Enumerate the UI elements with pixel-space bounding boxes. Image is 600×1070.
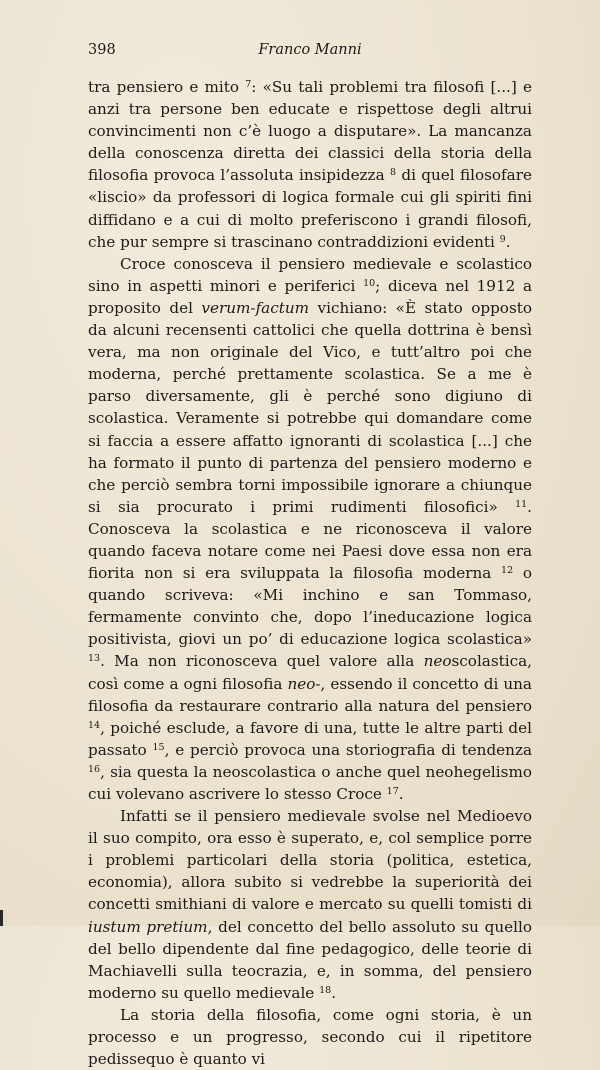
text-run: scolastica, così come a ogni filosofia bbox=[88, 652, 532, 693]
italic-term: neo bbox=[423, 652, 452, 671]
footnote-marker: 7 bbox=[245, 79, 252, 90]
text-run: , sia questa la neoscolastica o anche quel neohegelismo cui volevano ascrivere lo stesso Croce bbox=[88, 762, 532, 803]
italic-term: iustum pretium bbox=[88, 917, 208, 936]
text-run: : «Su tali problemi tra filosofi [...] e anzi tra persone ben educate e rispettose degli altrui convincimenti non c’è luogo a disputare». La mancanza della conoscenza diretta dei classici della storia della filosofia provoca l’assoluta insipidezza bbox=[88, 78, 532, 185]
footnote-marker: 13 bbox=[88, 653, 101, 665]
text-run: . bbox=[398, 785, 404, 803]
text-run: . Ma non riconosceva quel valore alla bbox=[100, 652, 424, 671]
paragraph bbox=[88, 805, 532, 1004]
text-run: vichiano: «È stato opposto da alcuni recensenti cattolici che quella dottrina è bensì vera, ma non originale del Vico, e tutt’altro poi che moderna, perché prettamente scolastica. Se a me è parso diversamente, gli è perché sono digiuno di scolastica. Veramente si potrebbe qui domandare come si faccia a essere affatto ignoranti di scolastica [...] che ha formato il punto di partenza del pensiero moderno e che perciò sembra torni impossibile ignorare a chiunque si sia procurato i primi rudimenti filosofici» bbox=[88, 298, 532, 516]
text-run: . bbox=[505, 232, 511, 251]
text-run: o quando scriveva: «Mi inchino e san Tommaso, fermamente convinto che, dopo l’ineducazione logica positivista, giovi un po’ di educazione logica scolastica» bbox=[88, 564, 532, 649]
running-title: Franco Manni bbox=[258, 42, 362, 58]
text-run: , poiché esclude, a favore di una, tutte le altre parti del passato bbox=[88, 718, 532, 759]
text-run: Infatti se il pensiero medievale svolse nel Medioevo il suo compito, ora esso è superato, e, col semplice porre i problemi particolari della storia (politica, estetica, economia), allora subito si vedrebbe la superiorità dei concetti smithiani di valore e mercato su quelli tomisti di bbox=[88, 807, 532, 914]
footnote-marker: 18 bbox=[319, 984, 332, 996]
paragraph bbox=[88, 1004, 532, 1070]
page-header bbox=[88, 42, 532, 64]
text-run: , del concetto del bello assoluto su quello del bello dipendente dal fine pedagogico, delle teorie di Machiavelli sulla teocrazia, e, in somma, del pensiero moderno su quello medievale bbox=[88, 917, 532, 1002]
text-run: , e perciò provoca una storiografia di tendenza bbox=[164, 740, 532, 759]
page-number: 398 bbox=[88, 42, 116, 58]
text-run: , essendo il concetto di una filosofia da restaurare contrario alla natura del pensiero bbox=[88, 674, 532, 715]
text-run: tra pensiero e mito bbox=[88, 78, 246, 96]
footnote-marker: 8 bbox=[389, 167, 397, 179]
footnote-marker: 11 bbox=[515, 498, 528, 510]
edge-mark bbox=[0, 910, 3, 926]
italic-term: verum-factum bbox=[201, 298, 310, 317]
footnote-marker: 12 bbox=[501, 565, 514, 577]
text-run: . bbox=[331, 983, 337, 1002]
paragraph bbox=[88, 76, 532, 253]
text-run: di quel filosofare «liscio» da professori di logica formale cui gli spiriti fini diffidano e a cui di molto preferiscono i grandi filosofi, che pur sempre si trascinano contraddizioni evidenti bbox=[88, 166, 532, 251]
text-run: Croce conosceva il pensiero medievale e scolastico sino in aspetti minori e periferici bbox=[88, 254, 532, 295]
text-run: ; diceva nel 1912 a proposito del bbox=[88, 276, 533, 317]
body-text bbox=[88, 76, 532, 1070]
text-run: La storia della filosofia, come ogni storia, è un processo e un progresso, secondo cui il ripetitore pedissequo è quanto vi bbox=[88, 1005, 532, 1069]
italic-term: neo- bbox=[287, 674, 321, 693]
footnote-marker: 9 bbox=[499, 233, 506, 245]
footnote-marker: 16 bbox=[88, 763, 101, 775]
footnote-marker: 10 bbox=[363, 277, 376, 289]
footnote-marker: 14 bbox=[88, 719, 101, 731]
footnote-marker: 17 bbox=[386, 786, 399, 797]
paragraph bbox=[88, 253, 532, 805]
text-run: . Conosceva la scolastica e ne riconosceva il valore quando faceva notare come nei Paesi dove essa non era fiorita non si era sviluppata la filosofia moderna bbox=[88, 497, 532, 583]
footnote-marker: 15 bbox=[152, 741, 165, 753]
